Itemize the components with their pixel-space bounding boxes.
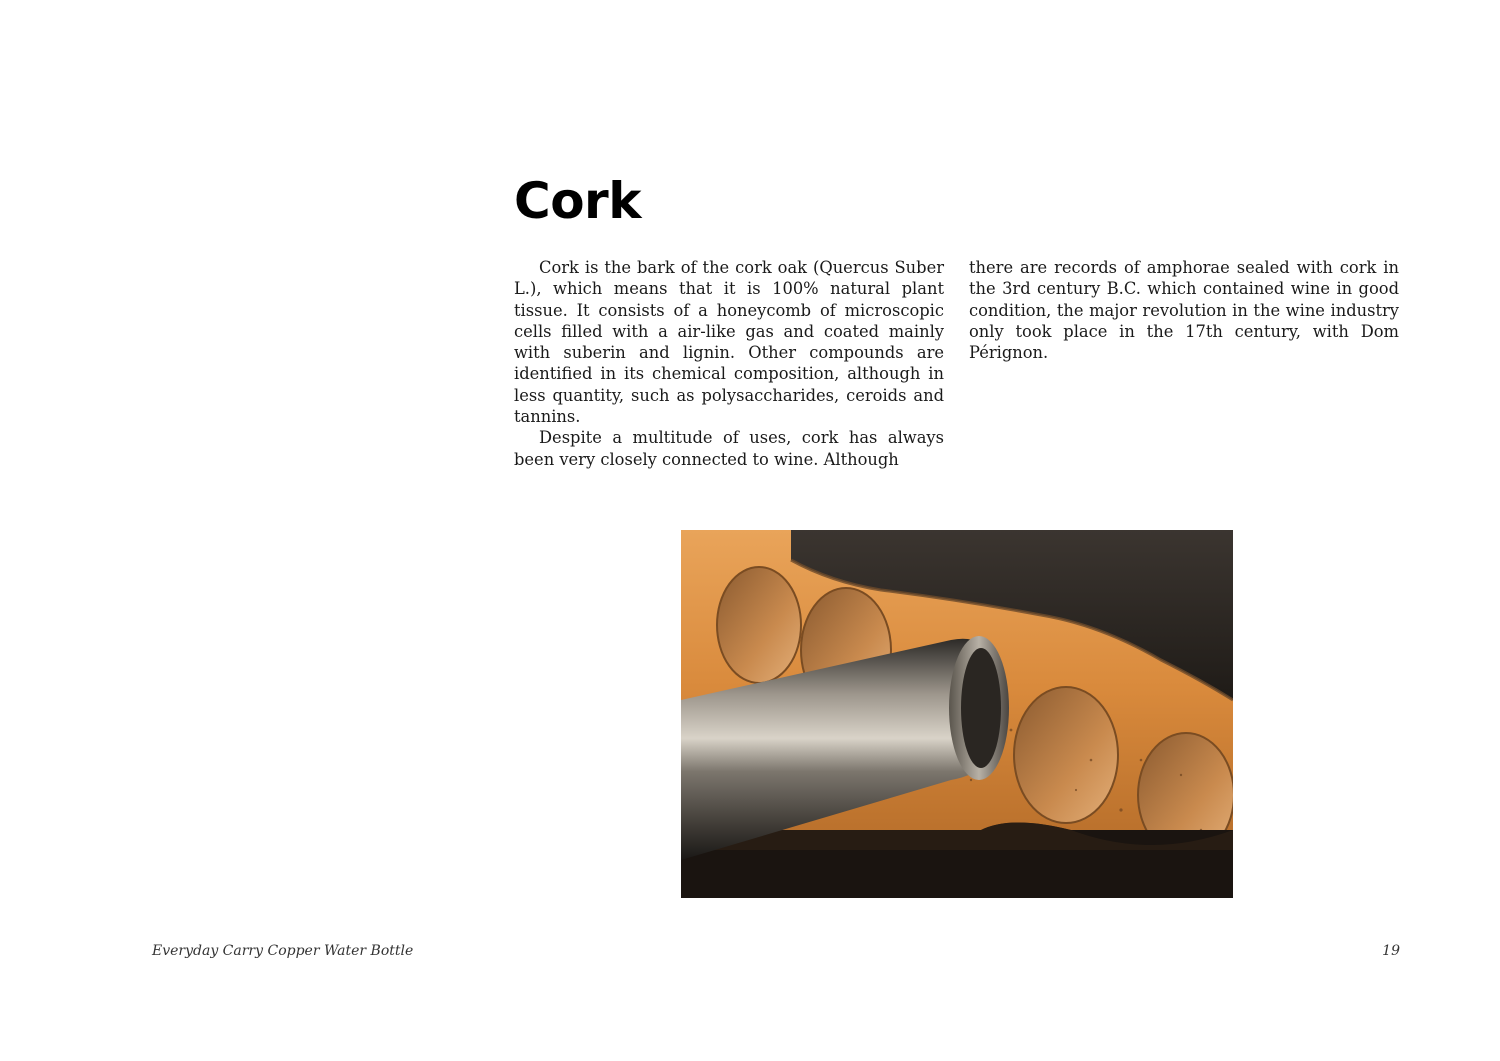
cork-punching-photo (681, 530, 1233, 898)
page-number: 19 (1382, 943, 1400, 959)
cork-photo-illustration (681, 530, 1233, 898)
paragraph-cork-definition: Cork is the bark of the cork oak (Quercus Suber L.), which means that it is 100% natural plant tissue. It consists of a honeycomb of microscopic cells filled with a air-like gas and coated mainly with suberin and lignin. Other compounds are identified in its chemical composition, although in less quantity, such as polysaccharides, ceroids and tannins. (514, 258, 944, 427)
paragraph-cork-wine-end: there are records of amphorae sealed with cork in the 3rd century B.C. which contained wine in good condition, the major revolution in the wine industry only took place in the 17th century, with Dom Pérignon. (969, 258, 1399, 363)
footer-publication-title: Everyday Carry Copper Water Bottle (152, 943, 414, 959)
text-column-right (969, 257, 1399, 363)
page-title: Cork (514, 172, 641, 230)
paragraph-cork-wine-start: Despite a multitude of uses, cork has always been very closely connected to wine. Although (514, 428, 944, 469)
text-column-left (514, 257, 944, 470)
